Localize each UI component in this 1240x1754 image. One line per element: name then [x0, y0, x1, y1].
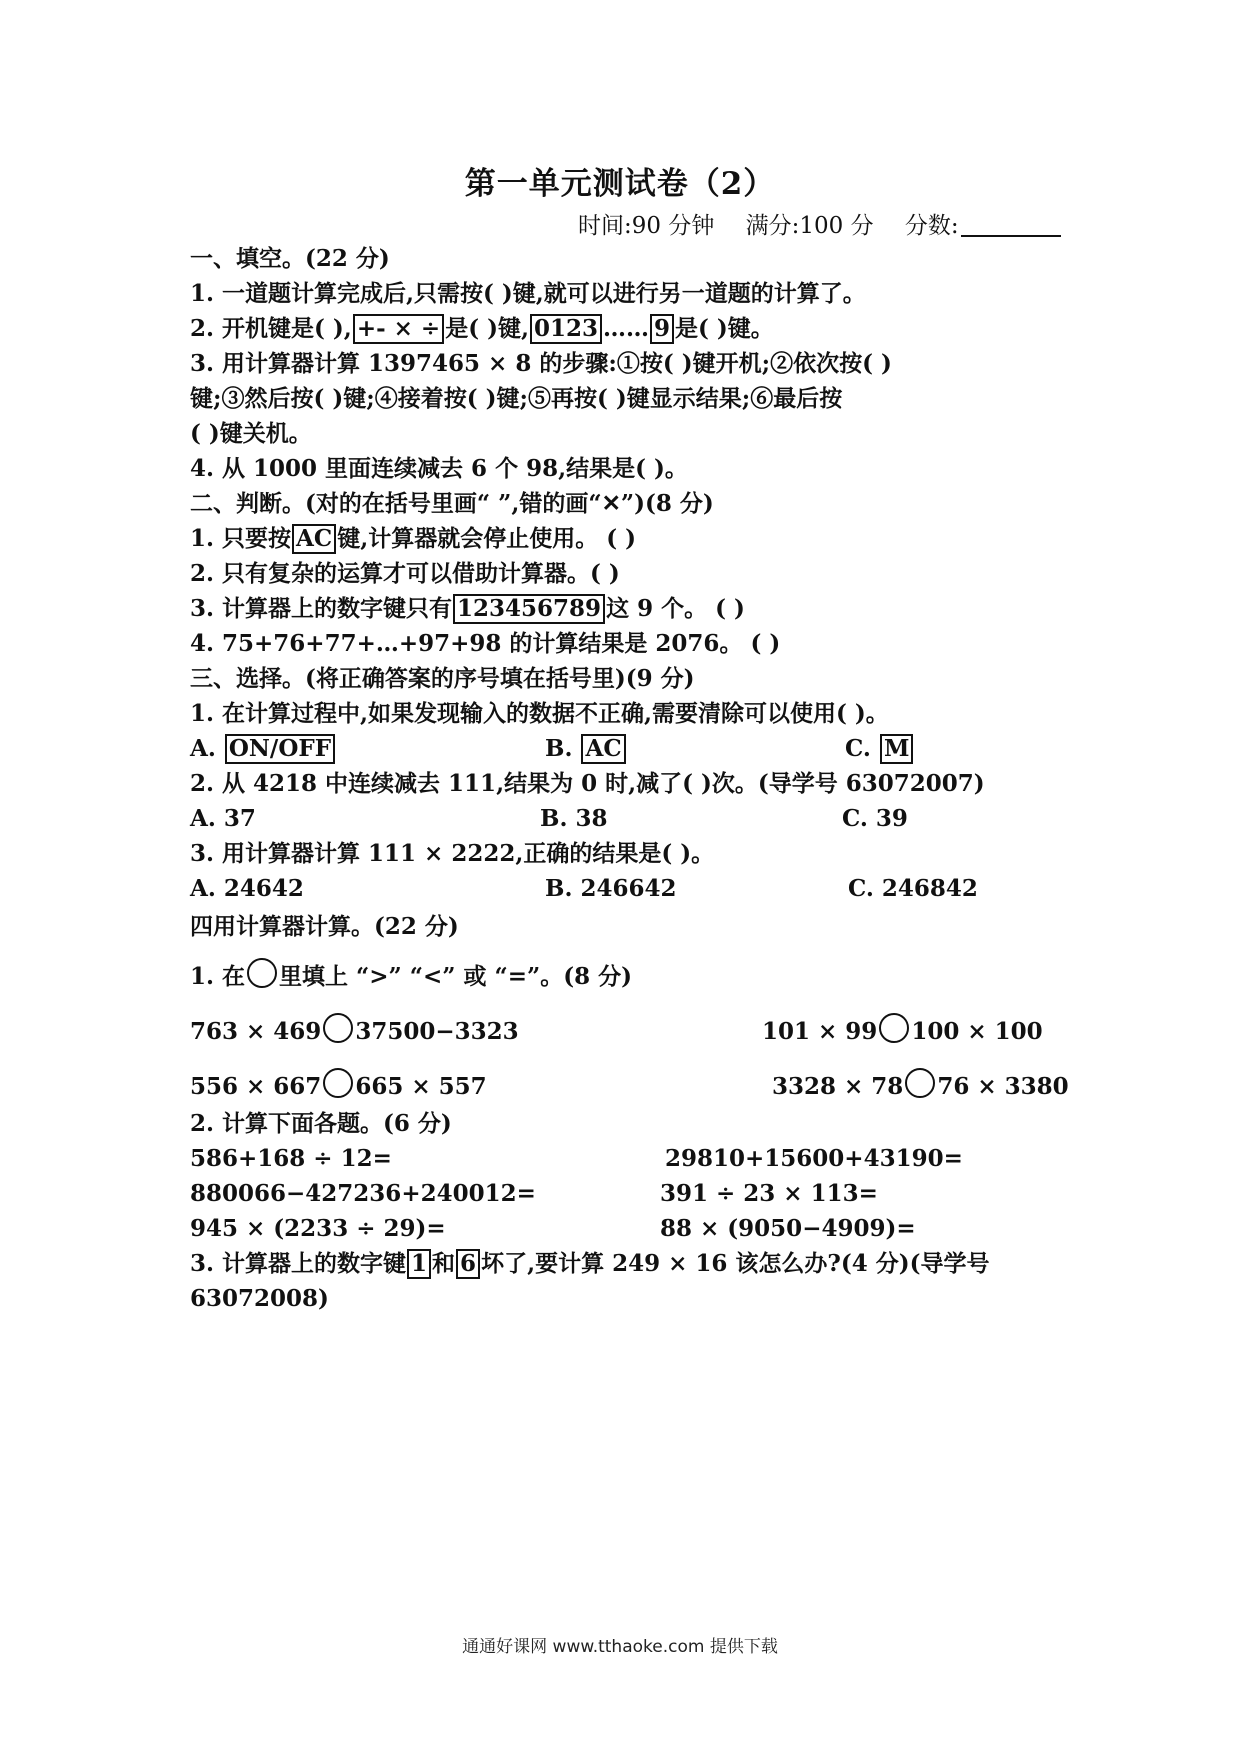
- s1-question-4: 4. 从 1000 里面连续减去 6 个 98,结果是( )。: [190, 455, 688, 482]
- compare-left: 763 × 469: [190, 1018, 322, 1045]
- s3-question-2: 2. 从 4218 中连续减去 111,结果为 0 时,减了( )次。(导学号 63072007): [190, 770, 985, 797]
- s2-q1-part-a: 1. 只要按: [190, 525, 292, 552]
- answer-circle-icon: [323, 1013, 353, 1043]
- s3-q3-option-c: C. 246842: [848, 875, 978, 902]
- compare-right: 76 × 3380: [937, 1073, 1069, 1100]
- compare-item-1: [190, 1013, 519, 1047]
- s2-question-3: [190, 594, 745, 624]
- compare-right: 100 × 100: [911, 1018, 1043, 1045]
- option-label: C.: [845, 735, 871, 762]
- s1-question-3-line-2: 键;③然后按( )键;④接着按( )键;⑤再按( )键显示结果;⑥最后按: [190, 385, 843, 412]
- expression-1: 586+168 ÷ 12=: [190, 1145, 392, 1172]
- ellipsis: ……: [602, 315, 649, 342]
- section-2-heading: 二、判断。(对的在括号里画“ ”,错的画“✕”)(8 分): [190, 490, 714, 517]
- s3-question-3: 3. 用计算器计算 111 × 2222,正确的结果是( )。: [190, 840, 715, 867]
- expression-5: 945 × (2233 ÷ 29)=: [190, 1215, 446, 1242]
- compare-left: 3328 × 78: [772, 1073, 904, 1100]
- s3-q2-option-c: C. 39: [842, 805, 908, 832]
- s3-q3-option-b: B. 246642: [545, 875, 677, 902]
- expression-3: 880066−427236+240012=: [190, 1180, 536, 1207]
- s3-q1-option-a: [190, 734, 336, 764]
- s2-question-4: 4. 75+76+77+…+97+98 的计算结果是 2076。 ( ): [190, 630, 781, 657]
- s2-q1-part-b: 键,计算器就会停止使用。 ( ): [337, 525, 636, 552]
- score-label: 分数:: [904, 213, 959, 239]
- s4-q3-and: 和: [432, 1250, 456, 1277]
- section-4-heading: 四用计算器计算。(22 分): [190, 913, 459, 940]
- answer-circle-icon: [323, 1068, 353, 1098]
- compare-item-3: [190, 1068, 487, 1102]
- s3-q3-option-a: A. 24642: [190, 875, 304, 902]
- option-label: A.: [190, 735, 216, 762]
- s4-question-3-line-2: 63072008): [190, 1285, 329, 1312]
- s2-q3-part-a: 3. 计算器上的数字键只有: [190, 595, 453, 622]
- footer-watermark: 通通好课网 www.tthaoke.com 提供下载: [462, 1637, 778, 1657]
- s1-question-2: [190, 314, 774, 344]
- compare-right: 665 × 557: [355, 1073, 487, 1100]
- compare-right: 37500−3323: [355, 1018, 519, 1045]
- s1-q2-part-b: 是( )键,: [445, 315, 529, 342]
- compare-item-2: [762, 1013, 1043, 1047]
- ac-key: AC: [292, 524, 336, 554]
- s2-question-2: 2. 只有复杂的运算才可以借助计算器。( ): [190, 560, 620, 587]
- page-title: 第一单元测试卷（2）: [464, 166, 776, 202]
- digit-keys-123456789: 123456789: [453, 594, 605, 624]
- s4-question-1: [190, 958, 632, 992]
- compare-item-4: [772, 1068, 1069, 1102]
- s1-q2-part-d: 是( )键。: [675, 315, 774, 342]
- exam-meta: [578, 207, 1061, 240]
- s3-q2-option-a: A. 37: [190, 805, 256, 832]
- answer-circle-icon: [905, 1068, 935, 1098]
- s3-q1-option-b: [545, 734, 627, 764]
- digit-key-6: 6: [456, 1249, 480, 1279]
- digit-key-9: 9: [650, 314, 674, 344]
- s1-q2-part-a: 2. 开机键是( ),: [190, 315, 352, 342]
- option-label: B.: [545, 735, 573, 762]
- m-key: M: [880, 734, 913, 764]
- s2-question-1: [190, 524, 636, 554]
- s1-question-3-line-3: ( )键关机。: [190, 420, 312, 447]
- section-3-heading: 三、选择。(将正确答案的序号填在括号里)(9 分): [190, 665, 695, 692]
- s2-q3-part-b: 这 9 个。 ( ): [606, 595, 745, 622]
- answer-circle-icon: [879, 1013, 909, 1043]
- s4-q3-part-a: 3. 计算器上的数字键: [190, 1250, 407, 1277]
- s3-q1-option-c: [845, 734, 914, 764]
- compare-left: 101 × 99: [762, 1018, 878, 1045]
- time-limit: 时间:90 分钟: [578, 213, 715, 239]
- s4-question-3: [190, 1249, 990, 1279]
- s4-question-2: 2. 计算下面各题。(6 分): [190, 1110, 452, 1137]
- ac-key: AC: [581, 734, 625, 764]
- full-score: 满分:100 分: [745, 213, 874, 239]
- on-off-key: ON/OFF: [225, 734, 335, 764]
- s4-q3-part-b: 坏了,要计算 249 × 16 该怎么办?(4 分)(导学号: [481, 1250, 990, 1277]
- s3-q2-option-b: B. 38: [540, 805, 608, 832]
- expression-2: 29810+15600+43190=: [665, 1145, 963, 1172]
- s4-q1-part-b: 里填上 “>” “<” 或 “=”。(8 分): [279, 963, 633, 990]
- score-blank: [961, 213, 1061, 237]
- s4-q1-part-a: 1. 在: [190, 963, 246, 990]
- answer-circle-icon: [247, 958, 277, 988]
- digit-key-1: 1: [407, 1249, 431, 1279]
- s1-question-3-line-1: 3. 用计算器计算 1397465 × 8 的步骤:①按( )键开机;②依次按( ): [190, 350, 892, 377]
- expression-6: 88 × (9050−4909)=: [660, 1215, 916, 1242]
- section-1-heading: 一、填空。(22 分): [190, 245, 390, 272]
- digit-keys-0123: 0123: [530, 314, 602, 344]
- s1-question-1: 1. 一道题计算完成后,只需按( )键,就可以进行另一道题的计算了。: [190, 280, 866, 307]
- compare-left: 556 × 667: [190, 1073, 322, 1100]
- s3-question-1: 1. 在计算过程中,如果发现输入的数据不正确,需要清除可以使用( )。: [190, 700, 889, 727]
- operator-keys: +- × ÷: [353, 314, 444, 344]
- expression-4: 391 ÷ 23 × 113=: [660, 1180, 878, 1207]
